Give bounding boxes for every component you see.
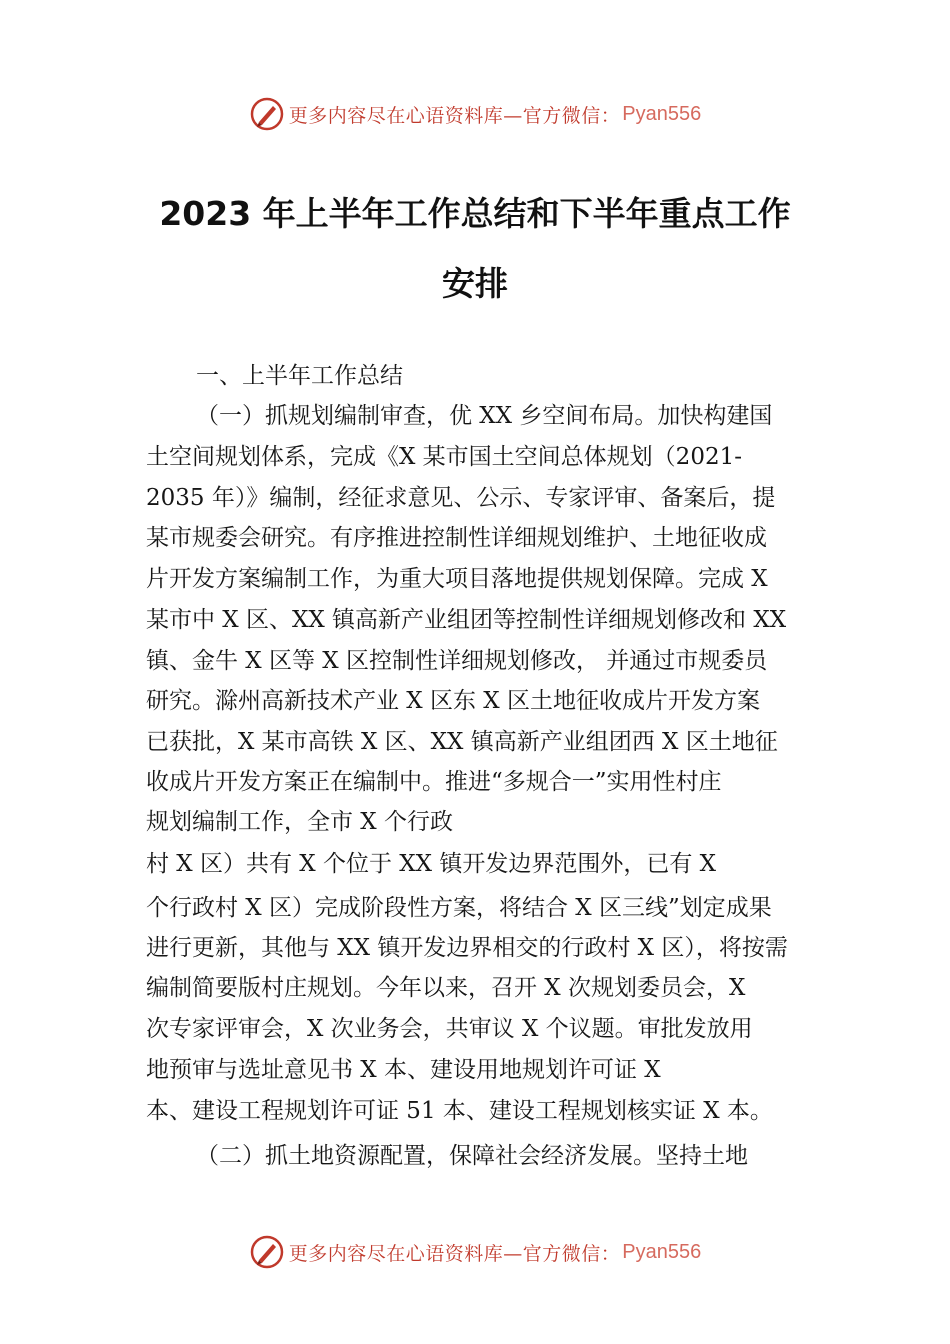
paragraph-line: 编制简要版村庄规划。今年以来，召开 X 次规划委员会，X	[146, 975, 746, 1001]
paragraph-line: 次专家评审会，X 次业务会，共审议 X 个议题。审批发放用	[146, 1016, 753, 1042]
header-watermark	[0, 94, 950, 134]
paragraph-line: 2035 年）》编制，经征求意见、公示、专家评审、备案后，提	[146, 485, 776, 511]
paragraph-line: 规划编制工作，全市 X 个行政	[146, 809, 453, 835]
paragraph-line: （一）抓规划编制审查，优 XX 乡空间布局。加快构建国	[196, 403, 773, 429]
paragraph-line: 个行政村 X 区）完成阶段性方案，将结合 X 区三线”划定成果	[146, 895, 772, 921]
paragraph-line: 本、建设工程规划许可证 51 本、建设工程规划核实证 X 本。	[146, 1098, 773, 1124]
paragraph-line: 收成片开发方案正在编制中。推进“多规合一”实用性村庄	[146, 769, 722, 795]
paragraph-line: 某市中 X 区、XX 镇高新产业组团等控制性详细规划修改和 XX	[146, 607, 787, 633]
paragraph-line: 研究。滁州高新技术产业 X 区东 X 区土地征收成片开发方案	[146, 688, 760, 714]
document-title-line-2: 安排	[442, 264, 508, 303]
watermark-text: 更多内容尽在心语资料库—官方微信：	[288, 104, 621, 127]
watermark-wechat-id: Pyan556	[622, 102, 702, 125]
paragraph-line: （二）抓土地资源配置，保障社会经济发展。坚持土地	[196, 1143, 748, 1169]
paragraph-line: 地预审与选址意见书 X 本、建设用地规划许可证 X	[146, 1057, 661, 1083]
paragraph-line: 进行更新，其他与 XX 镇开发边界相交的行政村 X 区），将按需	[146, 935, 788, 961]
footer-watermark	[0, 1232, 950, 1272]
watermark-wechat-id: Pyan556	[622, 1240, 702, 1263]
paragraph-line: 村 X 区）共有 X 个位于 XX 镇开发边界范围外，已有 X	[146, 851, 717, 877]
paragraph-line: 某市规委会研究。有序推进控制性详细规划维护、土地征收成	[146, 525, 767, 551]
paragraph-line: 片开发方案编制工作，为重大项目落地提供规划保障。完成 X	[146, 566, 768, 592]
section-heading: 一、上半年工作总结	[196, 363, 403, 389]
paragraph-line: 镇、金牛 X 区等 X 区控制性详细规划修改， 并通过市规委员	[146, 648, 768, 674]
pen-logo-icon	[249, 1234, 285, 1270]
document-title-line-1: 2023 年上半年工作总结和下半年重点工作	[159, 194, 791, 233]
pen-logo-icon	[249, 96, 285, 132]
watermark-text: 更多内容尽在心语资料库—官方微信：	[288, 1242, 621, 1265]
paragraph-line: 已获批，X 某市高铁 X 区、XX 镇高新产业组团西 X 区土地征	[146, 729, 778, 755]
paragraph-line: 土空间规划体系，完成《X 某市国土空间总体规划（2021-	[146, 444, 742, 470]
